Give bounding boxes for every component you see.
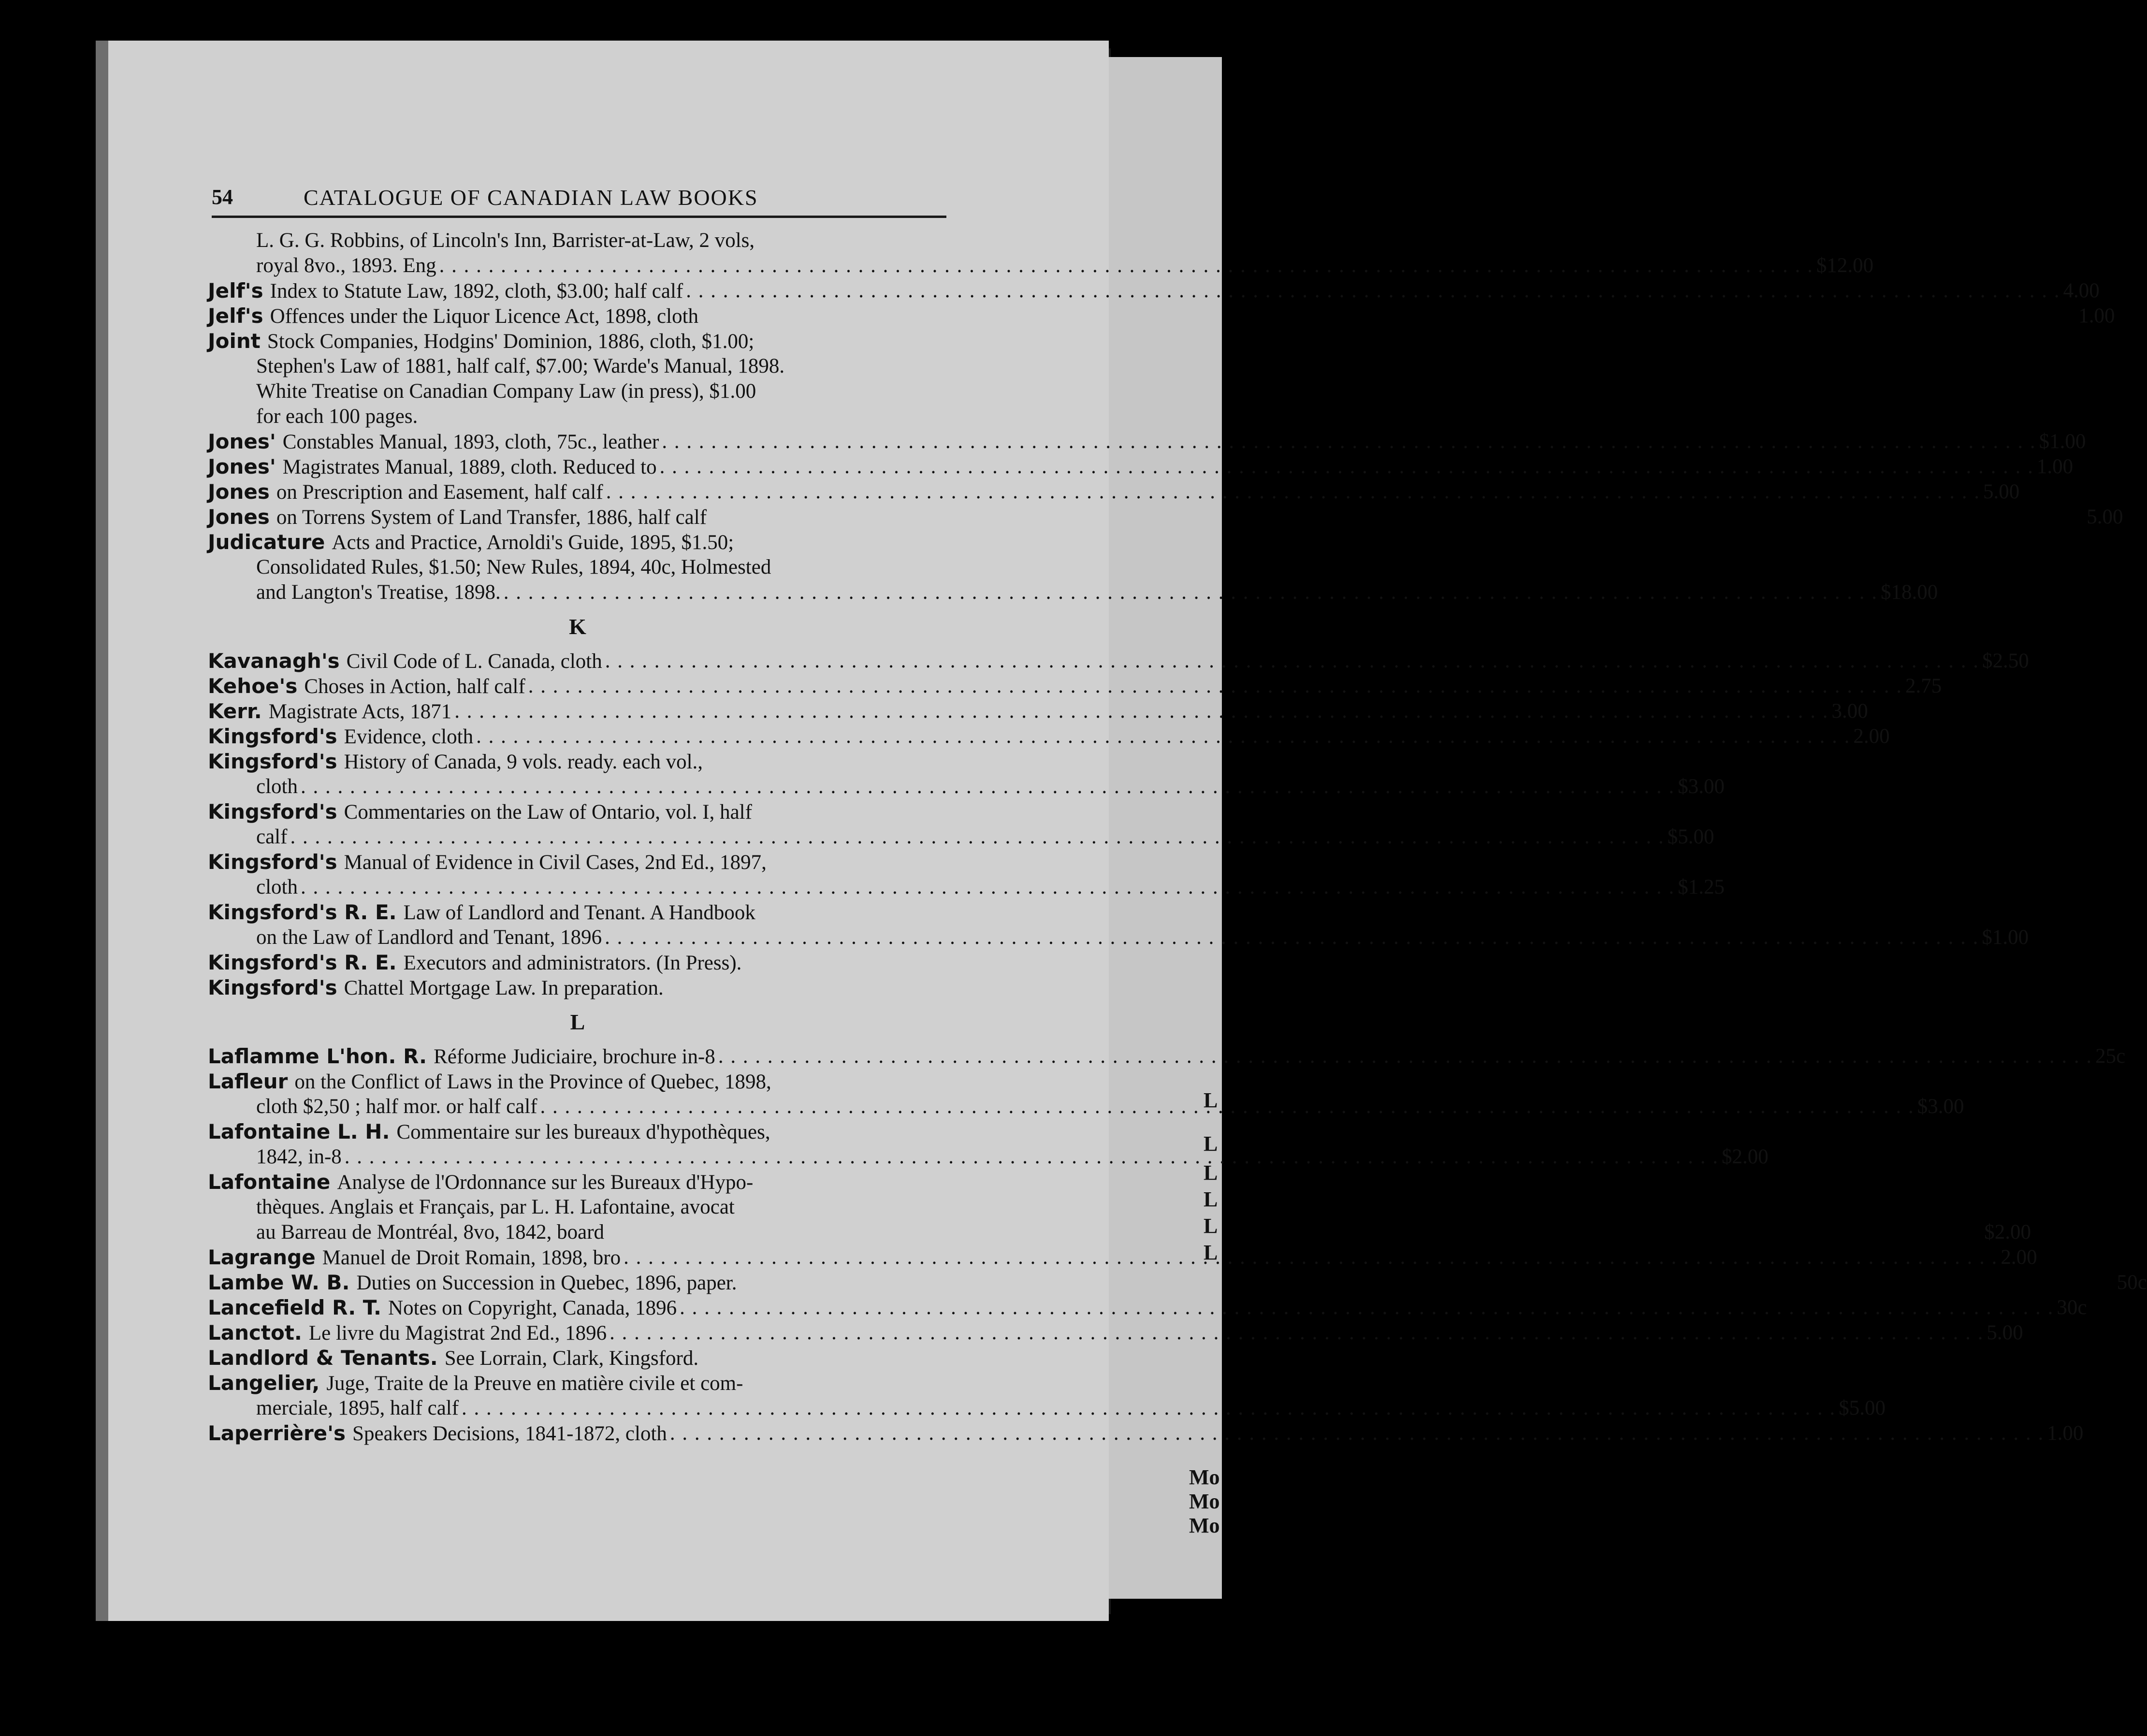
entry-description: Index to Statute Law, 1892, cloth, $3.00; half calf — [270, 280, 683, 303]
entry-headword: Laflamme L'hon. R. — [208, 1044, 427, 1068]
catalogue-entry — [208, 1044, 2126, 1069]
entry-price: 50c — [2117, 1271, 2147, 1294]
entry-description: on the Law of Landlord and Tenant, 1896 — [256, 926, 602, 949]
entry-continuation — [208, 774, 1725, 799]
entry-description: Offences under the Liquor Licence Act, 1898, cloth — [270, 305, 699, 328]
entry-description: and Langton's Treatise, 1898. — [256, 581, 501, 604]
catalogue-entry — [208, 799, 947, 825]
catalogue-entries — [208, 228, 2147, 1446]
entry-continuation — [208, 253, 1874, 278]
entry-description: Commentaire sur les bureaux d'hypothèques, — [396, 1121, 770, 1143]
entry-continuation — [208, 580, 1938, 605]
catalogue-entry — [208, 950, 947, 975]
entry-price: 30c — [2057, 1296, 2087, 1319]
entry-continuation — [208, 1144, 1769, 1170]
entry-text — [208, 454, 657, 479]
leader-dots — [345, 1144, 1719, 1170]
leader-dots — [504, 580, 1878, 605]
facing-page-fragment: Mo — [1189, 1490, 1220, 1513]
entry-description: 1842, in-8 — [256, 1145, 342, 1168]
entry-text — [208, 1270, 737, 1295]
catalogue-entry — [208, 479, 2020, 505]
entry-price: 3.00 — [1831, 700, 1868, 723]
leader-dots — [609, 1320, 1984, 1345]
entry-price: $3.00 — [1678, 775, 1725, 798]
entry-price: 5.00 — [1983, 480, 2020, 503]
entry-text — [256, 774, 298, 799]
entry-headword: Jelf's — [208, 279, 263, 303]
entry-description: Acts and Practice, Arnoldi's Guide, 1895, $1.50; — [332, 531, 734, 554]
entry-price: $5.00 — [1839, 1397, 1886, 1419]
entry-price: $1.00 — [2039, 430, 2086, 453]
catalogue-entry — [208, 674, 1942, 699]
catalogue-entry — [208, 429, 2086, 454]
entry-description: Stock Companies, Hodgins' Dominion, 1886, cloth, $1.00; — [267, 330, 754, 353]
entry-text — [208, 278, 683, 304]
entry-description: on Torrens System of Land Transfer, 1886, half calf — [276, 506, 707, 529]
entry-description: Commentaries on the Law of Ontario, vol. I, half — [344, 801, 752, 824]
entry-headword: Lafleur — [208, 1070, 288, 1093]
entry-continuation — [208, 1195, 947, 1220]
catalogue-entry — [208, 1119, 947, 1144]
facing-page-fragment: L — [1204, 1214, 1218, 1238]
entry-description: thèques. Anglais et Français, par L. H. Lafontaine, avocat — [256, 1196, 735, 1218]
entry-text — [208, 505, 707, 530]
entry-text — [208, 749, 703, 774]
entry-headword: Landlord & Tenants. — [208, 1346, 438, 1370]
entry-description: Manual of Evidence in Civil Cases, 2nd Ed., 1897, — [344, 851, 767, 874]
entry-headword: Judicature — [208, 530, 325, 554]
entry-continuation — [208, 404, 947, 429]
catalogue-entry — [208, 454, 2074, 479]
entry-description: Law of Landlord and Tenant. A Handbook — [403, 901, 755, 924]
entry-description: Juge, Traite de la Preuve en matière civile et com- — [326, 1372, 743, 1395]
entry-text — [256, 555, 771, 580]
entry-text — [208, 649, 602, 674]
entry-text — [208, 429, 659, 454]
entry-continuation — [208, 228, 947, 253]
entry-description: Le livre du Magistrat 2nd Ed., 1896 — [308, 1322, 607, 1345]
entry-price: $2.00 — [1722, 1145, 1769, 1168]
entry-headword: Joint — [208, 329, 261, 353]
entry-price: $1.25 — [1678, 876, 1725, 898]
entry-description: for each 100 pages. — [256, 405, 418, 428]
facing-page-fragment: L — [1204, 1161, 1218, 1185]
entry-headword: Kingsford's R. E. — [208, 900, 397, 924]
entry-continuation — [208, 1396, 1886, 1421]
entry-price: 2.00 — [1853, 725, 1890, 748]
catalogue-entry — [208, 1371, 947, 1396]
entry-description: Magistrates Manual, 1889, cloth. Reduced to — [282, 456, 657, 478]
facing-page-fragment: L — [1204, 1187, 1218, 1211]
leader-dots — [606, 479, 1980, 505]
entry-description: Duties on Succession in Quebec, 1896, paper. — [356, 1272, 737, 1294]
entry-headword: Kingsford's — [208, 800, 337, 824]
entry-text — [256, 1094, 537, 1119]
entry-text — [208, 950, 741, 975]
catalogue-entry — [208, 850, 947, 875]
page-number: 54 — [212, 185, 233, 209]
page-header — [212, 182, 946, 218]
entry-description: calf — [256, 825, 288, 848]
entry-text — [208, 1295, 677, 1320]
entry-price: 5.00 — [1987, 1321, 2023, 1344]
entry-text — [208, 674, 525, 699]
entry-headword: Jones — [208, 480, 270, 504]
entry-text — [208, 724, 473, 749]
entry-text — [208, 1069, 771, 1094]
entry-description: Executors and administrators. (In Press). — [403, 952, 742, 974]
entry-price: $2.50 — [1982, 650, 2029, 672]
leader-dots — [624, 1245, 1998, 1270]
section-letter: L — [570, 1010, 585, 1034]
entry-price: $1.00 — [1982, 926, 2029, 949]
leader-dots — [540, 1094, 1915, 1119]
entry-headword: Kerr. — [208, 699, 262, 723]
entry-text — [208, 1044, 715, 1069]
facing-page-fragment: L — [1204, 1132, 1218, 1156]
entry-description: au Barreau de Montréal, 8vo, 1842, board — [256, 1221, 605, 1244]
entry-text — [208, 530, 734, 555]
entry-text — [256, 1144, 342, 1170]
leader-dots — [462, 1396, 1836, 1421]
entry-headword: Lanctot. — [208, 1321, 302, 1345]
catalogue-entry — [208, 1295, 2087, 1320]
entry-continuation — [208, 555, 947, 580]
entry-description: See Lorrain, Clark, Kingsford. — [444, 1347, 699, 1370]
entry-headword: Kingsford's — [208, 976, 337, 999]
entry-text — [256, 404, 418, 429]
entry-price: $2.00 — [1984, 1221, 2031, 1244]
leader-dots — [301, 875, 1675, 900]
entry-text — [208, 900, 755, 925]
entry-text — [208, 1320, 607, 1345]
entry-text — [256, 1195, 735, 1220]
page-title: CATALOGUE OF CANADIAN LAW BOOKS — [304, 185, 758, 210]
entry-text — [208, 975, 664, 1000]
entry-text — [208, 1345, 698, 1371]
entry-headword: Kingsford's — [208, 724, 337, 748]
entry-headword: Kavanagh's — [208, 649, 340, 673]
catalogue-entry — [208, 900, 947, 925]
entry-text — [208, 1170, 753, 1195]
catalogue-entry — [208, 724, 1890, 749]
entry-text — [256, 354, 784, 379]
entry-headword: Kingsford's — [208, 750, 337, 773]
entry-price: 1.00 — [2047, 1422, 2084, 1445]
entry-price: 1.00 — [2078, 304, 2115, 327]
entry-headword: Lagrange — [208, 1245, 316, 1269]
entry-description: Stephen's Law of 1881, half calf, $7.00; Warde's Manual, 1898. — [256, 355, 785, 377]
entry-description: Réforme Judiciaire, brochure in-8 — [434, 1045, 715, 1068]
entry-text — [256, 228, 754, 253]
leader-dots — [301, 774, 1675, 799]
facing-page-fragment: Mo — [1189, 1465, 1220, 1489]
entry-headword: Langelier, — [208, 1371, 320, 1395]
entry-description: Choses in Action, half calf — [304, 675, 525, 698]
entry-price: $18.00 — [1881, 581, 1938, 604]
entry-description: cloth — [256, 876, 298, 898]
catalogue-entry — [208, 1069, 947, 1094]
catalogue-entry — [208, 1245, 2037, 1270]
leader-dots — [660, 454, 2034, 479]
entry-description: merciale, 1895, half calf — [256, 1397, 459, 1419]
entry-text — [208, 799, 752, 825]
entry-text — [256, 253, 436, 278]
entry-price: $5.00 — [1667, 825, 1714, 848]
leader-dots — [439, 253, 1813, 278]
entry-text — [208, 1119, 770, 1144]
entry-text — [256, 1220, 604, 1245]
entry-headword: Lancefield R. T. — [208, 1296, 382, 1319]
catalogue-entry — [208, 699, 1868, 724]
entry-description: Manuel de Droit Romain, 1898, bro — [322, 1246, 621, 1269]
entry-description: on the Conflict of Laws in the Province of Quebec, 1898, — [294, 1071, 771, 1093]
leader-dots — [686, 278, 2060, 304]
entry-text — [208, 304, 698, 329]
leader-dots — [454, 699, 1828, 724]
catalogue-entry — [208, 1270, 2147, 1295]
entry-description: History of Canada, 9 vols. ready. each vol., — [344, 751, 703, 773]
entry-description: Analyse de l'Ordonnance sur les Bureaux d'Hypo- — [337, 1171, 754, 1194]
entry-headword: Kingsford's R. E. — [208, 951, 397, 974]
leader-dots — [528, 674, 1902, 699]
leader-dots — [290, 825, 1664, 850]
catalogue-entry — [208, 329, 947, 354]
entry-headword: Lafontaine L. H. — [208, 1120, 390, 1143]
entry-description: Civil Code of L. Canada, cloth — [346, 650, 602, 673]
entry-text — [256, 1396, 459, 1421]
entry-description: White Treatise on Canadian Company Law (in press), $1.00 — [256, 380, 756, 403]
entry-description: royal 8vo., 1893. Eng — [256, 254, 436, 277]
leader-dots — [662, 429, 2036, 454]
entry-text — [256, 925, 602, 950]
entry-continuation — [208, 875, 1725, 900]
entry-text — [256, 875, 298, 900]
catalogue-entry — [208, 649, 2029, 674]
entry-continuation — [208, 925, 2029, 950]
catalogue-entry — [208, 1320, 2023, 1345]
entry-headword: Jones' — [208, 430, 276, 453]
entry-description: Speakers Decisions, 1841-1872, cloth — [352, 1422, 667, 1445]
section-letter: K — [569, 614, 586, 639]
facing-page-fragment: L — [1204, 1088, 1218, 1112]
catalogue-entry — [208, 975, 947, 1000]
leader-dots — [718, 1044, 2092, 1069]
facing-page-fragment: L — [1204, 1241, 1218, 1264]
entry-text — [208, 479, 603, 505]
catalogue-entry — [208, 304, 2115, 329]
entry-price: 2.75 — [1905, 675, 1942, 697]
entry-price: 1.00 — [2036, 455, 2074, 478]
entry-continuation — [208, 1220, 2031, 1245]
entry-description: Evidence, cloth — [344, 725, 474, 748]
entry-headword: Jones' — [208, 455, 276, 478]
entry-headword: Lafontaine — [208, 1170, 331, 1194]
entry-description: cloth $2,50 ; half mor. or half calf — [256, 1095, 537, 1118]
catalogue-entry — [208, 278, 2100, 304]
entry-headword: Laperrière's — [208, 1421, 346, 1445]
facing-page-fragment: Mo — [1189, 1514, 1220, 1537]
entry-price: $3.00 — [1917, 1095, 1964, 1118]
entry-text — [208, 1245, 621, 1270]
entry-text — [208, 850, 767, 875]
entry-headword: Jones — [208, 505, 270, 529]
entry-headword: Lambe W. B. — [208, 1271, 350, 1294]
entry-headword: Jelf's — [208, 304, 263, 328]
leader-dots — [680, 1295, 2054, 1320]
entry-description: Chattel Mortgage Law. In preparation. — [344, 977, 664, 999]
catalogue-entry — [208, 1345, 947, 1371]
leader-dots — [605, 925, 1979, 950]
leader-dots — [476, 724, 1850, 749]
catalogue-entry — [208, 1170, 947, 1195]
entry-text — [256, 379, 756, 404]
entry-continuation — [208, 379, 947, 404]
catalogue-entry — [208, 1421, 2084, 1446]
leader-dots — [670, 1421, 2044, 1446]
catalogue-entry — [208, 530, 947, 555]
entry-description: Notes on Copyright, Canada, 1896 — [388, 1297, 677, 1319]
entry-text — [208, 1371, 743, 1396]
entry-continuation — [208, 1094, 1964, 1119]
entry-continuation — [208, 825, 1714, 850]
entry-text — [208, 329, 754, 354]
entry-description: L. G. G. Robbins, of Lincoln's Inn, Barrister-at-Law, 2 vols, — [256, 229, 755, 252]
entry-price: 25c — [2095, 1045, 2126, 1068]
catalogue-entry — [208, 749, 947, 774]
entry-price: $12.00 — [1816, 254, 1874, 277]
entry-description: cloth — [256, 775, 298, 798]
entry-continuation — [208, 354, 947, 379]
leader-dots — [605, 649, 1979, 674]
entry-price: 4.00 — [2063, 279, 2100, 302]
entry-description: Consolidated Rules, $1.50; New Rules, 1894, 40c, Holmested — [256, 556, 771, 579]
entry-price: 2.00 — [2001, 1246, 2037, 1269]
entry-price: 5.00 — [2087, 506, 2123, 528]
entry-headword: Kingsford's — [208, 850, 337, 874]
catalogue-entry — [208, 505, 2123, 530]
entry-description: on Prescription and Easement, half calf — [276, 481, 603, 504]
entry-text — [256, 580, 501, 605]
entry-text — [208, 699, 451, 724]
entry-description: Constables Manual, 1893, cloth, 75c., leather — [282, 431, 659, 453]
entry-text — [256, 825, 287, 850]
entry-headword: Kehoe's — [208, 674, 298, 698]
entry-text — [208, 1421, 667, 1446]
entry-description: Magistrate Acts, 1871 — [268, 700, 452, 723]
